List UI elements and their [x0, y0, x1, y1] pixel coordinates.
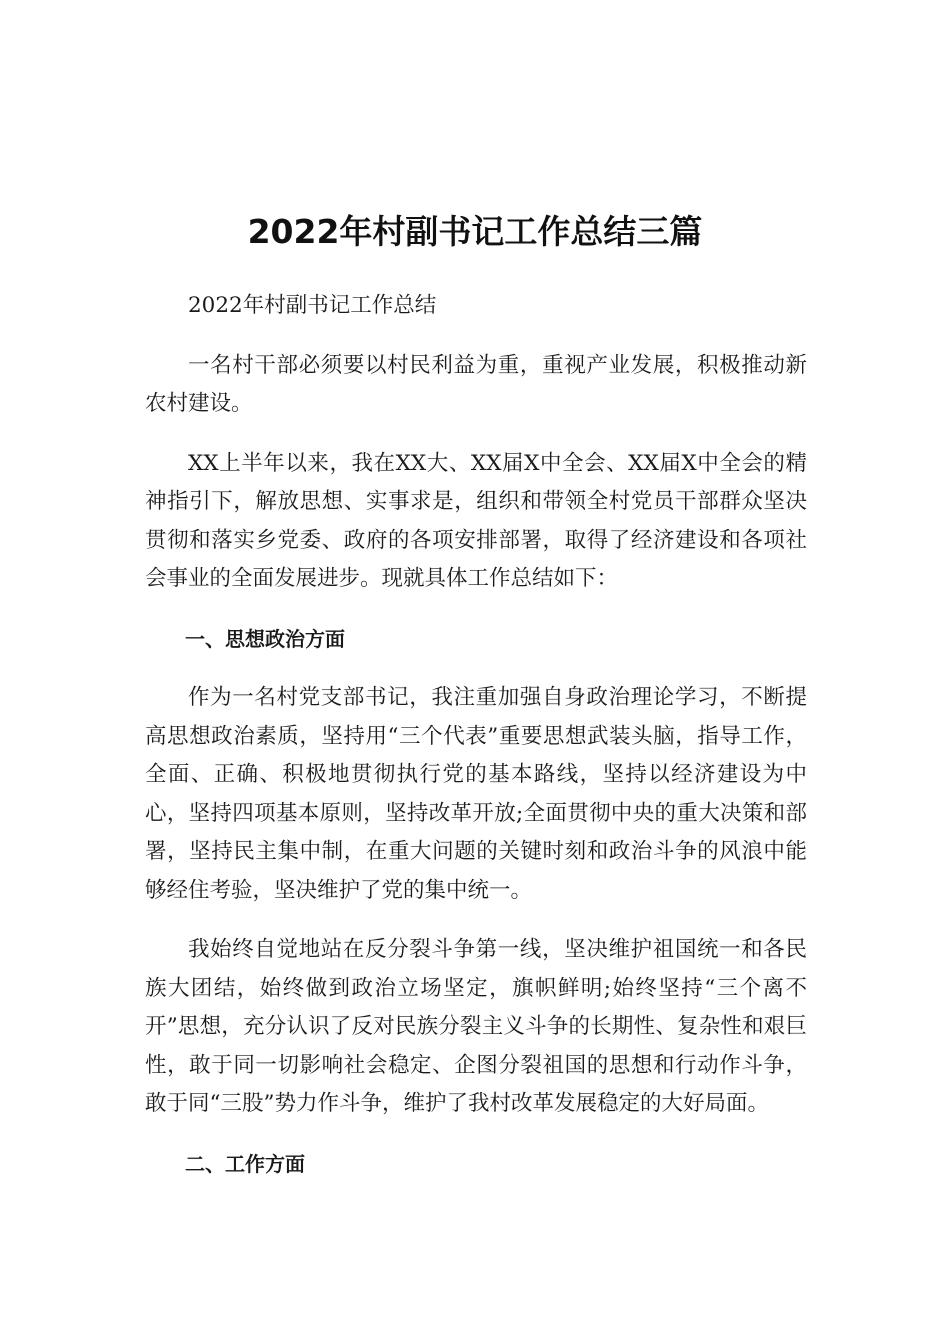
document-title: 2022年村副书记工作总结三篇 [247, 212, 703, 251]
paragraph-political-study: 作为一名村党支部书记，我注重加强自身政治理论学习，不断提高思想政治素质，坚持用“三个代表”重要思想武装头脑，指导工作，全面、正确、积极地贯彻执行党的基本路线，坚持以经济建设为中心，坚持四项基本原则，坚持改革开放;全面贯彻中央的重大决策和部署，坚持民主集中制，在重大问题的关键时刻和政治斗争的风浪中能够经住考验，坚决维护了党的集中统一。 [145, 685, 807, 903]
section-heading-work: 二、工作方面 [185, 1151, 305, 1176]
document-body [145, 287, 807, 1204]
subtitle-line: 2022年村副书记工作总结 [188, 293, 437, 318]
section-heading-political: 一、思想政治方面 [185, 626, 345, 651]
paragraph-anti-separatism: 我始终自觉地站在反分裂斗争第一线，坚决维护祖国统一和各民族大团结，始终做到政治立场坚定，旗帜鲜明;始终坚持“三个离不开”思想，充分认识了反对民族分裂主义斗争的长期性、复杂性和艰巨性，敢于同一切影响社会稳定、企图分裂祖国的思想和行动作斗争，敢于同“三股”势力作斗争，维护了我村改革发展稳定的大好局面。 [145, 937, 807, 1116]
paragraph-intro: 一名村干部必须要以村民利益为重，重视产业发展，积极推动新农村建设。 [145, 352, 807, 416]
paragraph-overview: XX上半年以来，我在XX大、XX届X中全会、XX届X中全会的精神指引下，解放思想、实事求是，组织和带领全村党员干部群众坚决贯彻和落实乡党委、政府的各项安排部署，取得了经济建设和各项社会事业的全面发展进步。现就具体工作总结如下： [145, 450, 807, 591]
